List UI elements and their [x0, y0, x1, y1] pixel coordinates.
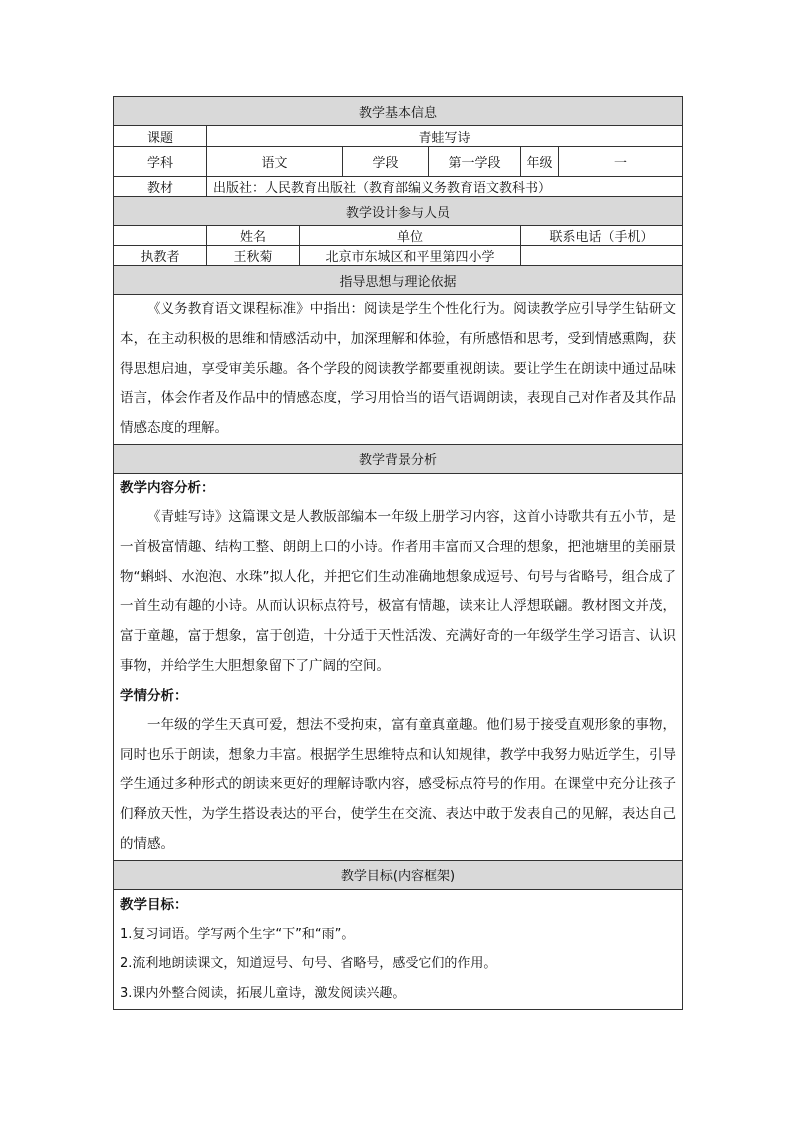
background-cell [114, 473, 683, 860]
lesson-plan-table [113, 96, 683, 1010]
topic-label: 课题 [114, 126, 207, 147]
subject-label: 学科 [114, 147, 207, 177]
textbook-value: 出版社：人民教育出版社（教育部编义务教育语文教科书） [207, 177, 683, 197]
section-header-theory: 指导思想与理论依据 [114, 266, 683, 295]
student-analysis-heading: 学情分析： [120, 687, 188, 704]
section-header-background: 教学背景分析 [114, 444, 683, 473]
stage-label: 学段 [343, 147, 429, 177]
grade-value: 一 [559, 147, 683, 177]
content-analysis-paragraph: 《青蛙写诗》这篇课文是人教版部编本一年级上册学习内容，这首小诗歌共有五小节，是一首极富情趣、结构工整、朗朗上口的小诗。作者用丰富而又合理的想象，把池塘里的美丽景物“蝌蚪、水泡泡、水珠”拟人化，并把它们生动准确地想象成逗号、句号与省略号，组合成了一首生动有趣的小诗。从而认识标点符号，极富有情趣，读来让人浮想联翩。教材图文并茂，富于童趣，富于想象，富于创造，十分适于天性活泼、充满好奇的一年级学生学习语言、认识事物，并给学生大胆想象留下了广阔的空间。 [120, 508, 677, 674]
objectives-cell [114, 889, 683, 1009]
stage-value: 第一学段 [429, 147, 521, 177]
section-header-participants: 教学设计参与人员 [114, 197, 683, 226]
topic-value: 青蛙写诗 [207, 126, 683, 147]
student-analysis-paragraph: 一年级的学生天真可爱，想法不受拘束，富有童真童趣。他们易于接受直观形象的事物，同时也乐于朗读，想象力丰富。根据学生思维特点和认知规律，教学中我努力贴近学生，引导学生通过多种形式的朗读来更好的理解诗歌内容，感受标点符号的作用。在课堂中充分让孩子们释放天性，为学生搭设表达的平台，使学生在交流、表达中敢于发表自己的见解，表达自己的情感。 [120, 716, 677, 852]
participant-col-unit: 单位 [300, 226, 521, 246]
objectives-heading: 教学目标： [120, 896, 188, 913]
participant-col-blank [114, 226, 207, 246]
participant-unit: 北京市东城区和平里第四小学 [300, 246, 521, 266]
objective-item-2: 2.流利地朗读课文，知道逗号、句号、省略号，感受它们的作用。 [120, 956, 497, 971]
theory-cell [114, 295, 683, 445]
section-header-objectives: 教学目标(内容框架) [114, 860, 683, 889]
section-header-basic-info: 教学基本信息 [114, 97, 683, 126]
participant-col-name: 姓名 [207, 226, 300, 246]
content-analysis-heading: 教学内容分析： [120, 479, 215, 496]
objective-item-1: 1.复习词语。学写两个生字“下”和“雨”。 [120, 926, 355, 942]
participant-role: 执教者 [114, 246, 207, 266]
subject-value: 语文 [207, 147, 343, 177]
objective-item-3: 3.课内外整合阅读，拓展儿童诗，激发阅读兴趣。 [120, 985, 406, 1001]
participant-phone [521, 246, 683, 266]
textbook-label: 教材 [114, 177, 207, 197]
participant-col-phone: 联系电话（手机） [521, 226, 683, 246]
theory-paragraph: 《义务教育语文课程标准》中指出：阅读是学生个性化行为。阅读教学应引导学生钻研文本，在主动积极的思维和情感活动中，加深理解和体验，有所感悟和思考，受到情感熏陶，获得思想启迪，享受审美乐趣。各个学段的阅读教学都要重视朗读。要让学生在朗读中通过品味语言，体会作者及作品中的情感态度，学习用恰当的语气语调朗读，表现自己对作者及其作品情感态度的理解。 [120, 301, 677, 437]
participant-name: 王秋菊 [207, 246, 300, 266]
grade-label: 年级 [521, 147, 559, 177]
